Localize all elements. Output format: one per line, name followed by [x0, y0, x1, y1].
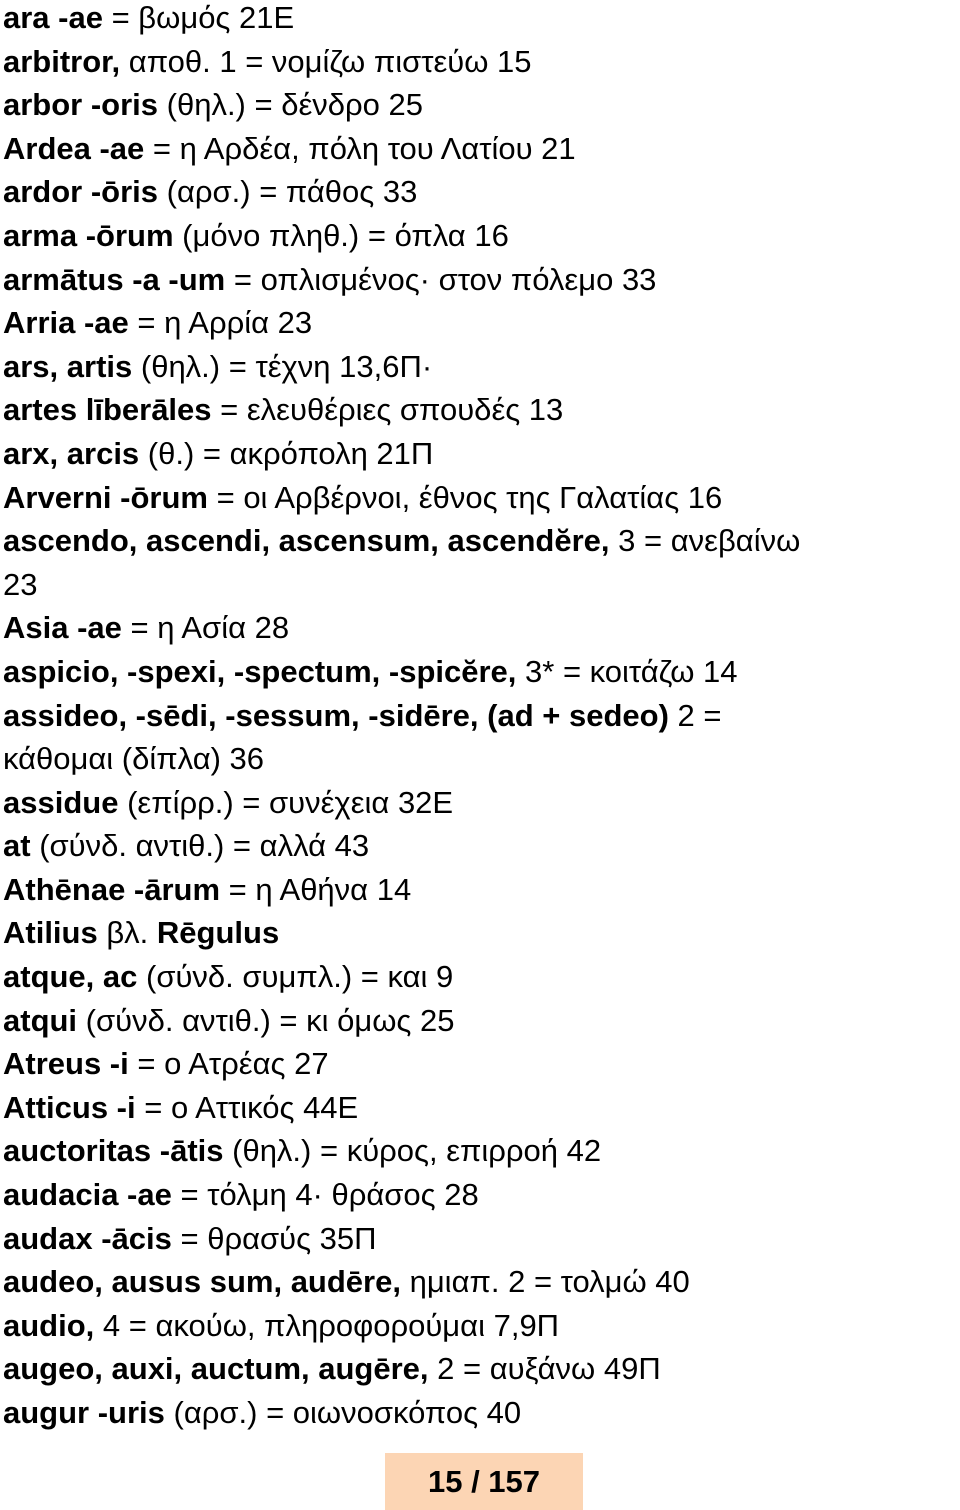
- entry-headword: Atilius: [3, 915, 98, 951]
- dictionary-entry: [3, 824, 958, 868]
- dictionary-entry: [3, 868, 958, 912]
- dictionary-entry: [3, 999, 958, 1043]
- entry-definition: = η Αρδέα, πόλη του Λατίου 21: [144, 130, 576, 166]
- entry-headword: audeo, ausus sum, audēre,: [3, 1264, 401, 1300]
- entry-definition: 2 =: [668, 697, 722, 733]
- dictionary-entry: [3, 83, 958, 127]
- entry-headword: augeo, auxi, auctum, augēre,: [3, 1351, 429, 1387]
- dictionary-entry: [3, 519, 958, 563]
- entry-headword: aspicio, -spexi, -spectum, -spicĕre,: [3, 653, 517, 689]
- dictionary-entry: [3, 781, 958, 825]
- entry-headword: Atticus -i: [3, 1089, 136, 1125]
- entry-headword: armātus -a -um: [3, 261, 226, 297]
- page-number-label: 15 / 157: [385, 1453, 583, 1510]
- entry-definition: = οι Αρβέρνοι, έθνος της Γαλατίας 16: [207, 479, 723, 515]
- entry-headword: Athēnae -ārum: [3, 871, 221, 907]
- entry-headword: atque, ac: [3, 959, 138, 995]
- dictionary-entries: [3, 0, 958, 1435]
- entry-headword: audacia -ae: [3, 1177, 172, 1213]
- entry-headword: ars, artis: [3, 348, 133, 384]
- dictionary-entry: [3, 40, 958, 84]
- entry-headword: Atreus -i: [3, 1046, 129, 1082]
- entry-headword: audax -ācis: [3, 1220, 172, 1256]
- dictionary-entry: [3, 0, 958, 40]
- entry-headword: arbitror,: [3, 43, 121, 79]
- entry-definition: (σύνδ. αντιθ.) = αλλά 43: [30, 828, 370, 864]
- entry-definition: = η Αρρία 23: [128, 305, 313, 341]
- entry-headword: assidue: [3, 784, 119, 820]
- dictionary-entry: [3, 388, 958, 432]
- dictionary-entry: [3, 1042, 958, 1086]
- entry-definition: (θηλ.) = δένδρο 25: [158, 87, 424, 123]
- entry-definition: = ελευθέριες σπουδές 13: [211, 392, 564, 428]
- entry-headword: augur -uris: [3, 1395, 165, 1430]
- dictionary-entry: [3, 1173, 958, 1217]
- entry-headword: at: [3, 828, 31, 864]
- entry-definition: (σύνδ. συμπλ.) = και 9: [137, 959, 454, 995]
- entry-headword: artes līberāles: [3, 392, 212, 428]
- dictionary-entry: [3, 301, 958, 345]
- entry-definition: (θηλ.) = τέχνη 13,6Π·: [132, 348, 433, 384]
- dictionary-entry: [3, 170, 958, 214]
- dictionary-entry: [3, 694, 958, 738]
- entry-definition: (αρσ.) = οιωνοσκόπος 40: [164, 1395, 522, 1430]
- entry-headword: Arverni -ōrum: [3, 479, 208, 515]
- dictionary-entry: [3, 737, 958, 781]
- entry-definition: 4 = ακούω, πληροφορούμαι 7,9Π: [94, 1307, 560, 1343]
- dictionary-entry: [3, 1086, 958, 1130]
- entry-definition: 23: [3, 566, 38, 602]
- entry-definition: (θ.) = ακρόπολη 21Π: [139, 435, 434, 471]
- entry-definition: = θρασύς 35Π: [171, 1220, 377, 1256]
- dictionary-entry: [3, 606, 958, 650]
- entry-definition: 3* = κοιτάζω 14: [516, 653, 738, 689]
- entry-headword: Asia -ae: [3, 610, 122, 646]
- dictionary-entry: [3, 1217, 958, 1261]
- entry-headword: Arria -ae: [3, 305, 129, 341]
- dictionary-entry: [3, 1129, 958, 1173]
- entry-definition: = τόλμη 4· θράσος 28: [171, 1177, 479, 1213]
- entry-definition: ημιαπ. 2 = τολμώ 40: [400, 1264, 690, 1300]
- dictionary-entry: [3, 345, 958, 389]
- dictionary-entry: [3, 127, 958, 171]
- entry-definition: = βωμός 21Ε: [102, 0, 295, 35]
- entry-headword: assideo, -sēdi, -sessum, -sidēre, (ad + sedeo): [3, 697, 669, 733]
- entry-headword: arx, arcis: [3, 435, 140, 471]
- entry-definition: (επίρρ.) = συνέχεια 32Ε: [118, 784, 454, 820]
- dictionary-entry: [3, 432, 958, 476]
- entry-headword: audio,: [3, 1307, 95, 1343]
- entry-definition: = ο Αττικός 44Ε: [135, 1089, 359, 1125]
- entry-definition: = ο Ατρέας 27: [128, 1046, 329, 1082]
- entry-headword: ascendo, ascendi, ascensum, ascendĕre,: [3, 523, 610, 559]
- dictionary-entry: [3, 911, 958, 955]
- entry-headword: ardor -ōris: [3, 174, 159, 210]
- dictionary-entry: [3, 1391, 958, 1435]
- entry-definition: (μόνο πληθ.) = όπλα 16: [173, 217, 509, 253]
- entry-definition: αποθ. 1 = νομίζω πιστεύω 15: [120, 43, 532, 79]
- dictionary-entry: [3, 214, 958, 258]
- entry-headword: atqui: [3, 1002, 78, 1038]
- dictionary-entry: [3, 1260, 958, 1304]
- entry-definition: 3 = ανεβαίνω: [609, 523, 801, 559]
- dictionary-entry: [3, 563, 958, 607]
- entry-definition: (αρσ.) = πάθος 33: [158, 174, 418, 210]
- entry-definition: = η Ασία 28: [121, 610, 290, 646]
- entry-definition: = οπλισμένος· στον πόλεμο 33: [225, 261, 657, 297]
- entry-definition: βλ.: [97, 915, 157, 951]
- entry-definition: 2 = αυξάνω 49Π: [428, 1351, 661, 1387]
- entry-definition: (σύνδ. αντιθ.) = κι όμως 25: [77, 1002, 455, 1038]
- entry-headword: ara -ae: [3, 0, 103, 35]
- entry-definition: κάθομαι (δίπλα) 36: [3, 741, 265, 777]
- entry-headword: arbor -oris: [3, 87, 159, 123]
- entry-headword: auctoritas -ātis: [3, 1133, 224, 1169]
- dictionary-entry: [3, 650, 958, 694]
- entry-definition: = η Αθήνα 14: [220, 871, 412, 907]
- dictionary-entry: [3, 955, 958, 999]
- entry-headword: Ardea -ae: [3, 130, 145, 166]
- entry-headword: arma -ōrum: [3, 217, 174, 253]
- dictionary-entry: [3, 258, 958, 302]
- dictionary-entry: [3, 476, 958, 520]
- dictionary-entry: [3, 1347, 958, 1391]
- entry-crossref: Rēgulus: [156, 915, 280, 951]
- dictionary-entry: [3, 1304, 958, 1348]
- entry-definition: (θηλ.) = κύρος, επιρροή 42: [223, 1133, 602, 1169]
